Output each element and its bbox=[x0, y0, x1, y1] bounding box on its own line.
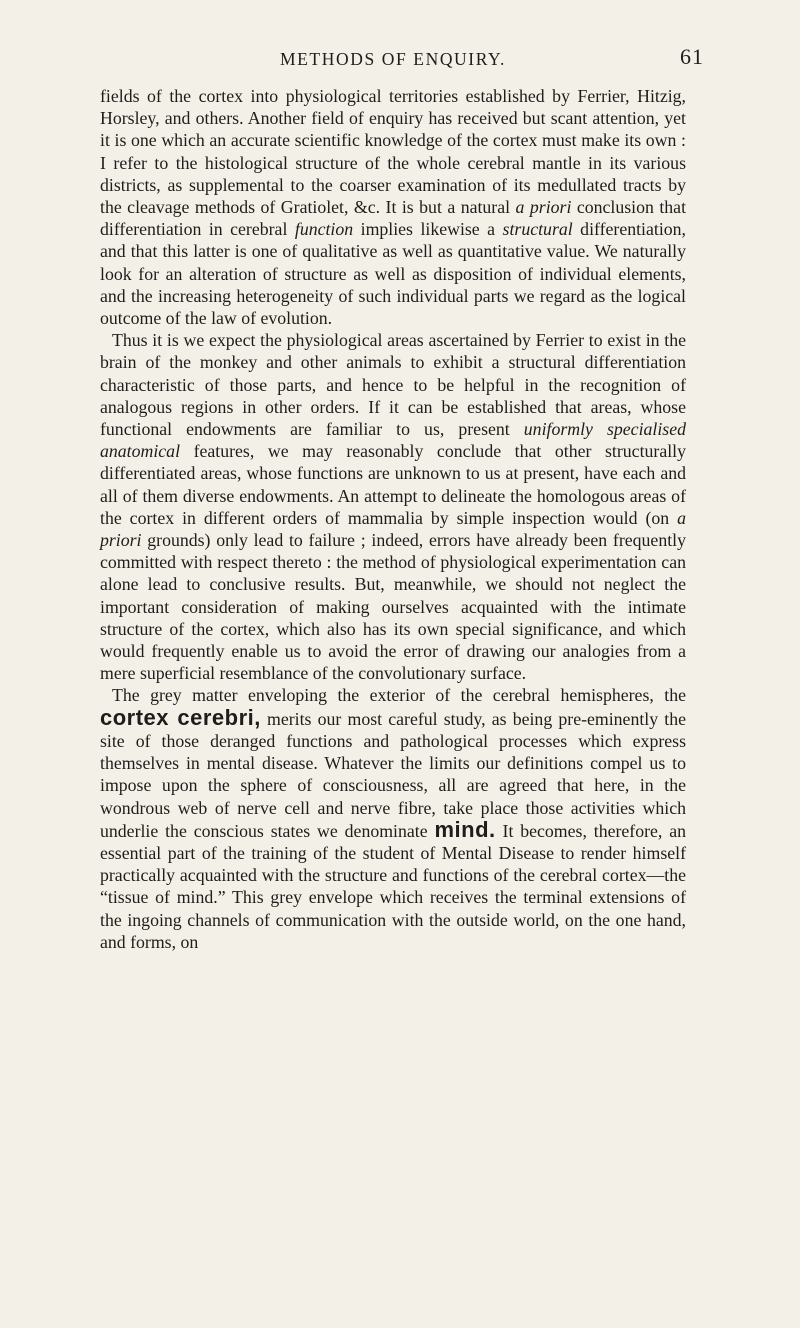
text-run: The grey matter enveloping the exterior of the cerebral hemispheres, the bbox=[112, 685, 686, 706]
page-number: 61 bbox=[680, 44, 704, 69]
body-text bbox=[100, 85, 686, 953]
paragraph-3 bbox=[100, 684, 686, 952]
emphasized-term: mind. bbox=[434, 816, 496, 842]
text-run: merits our most careful study, as being pre-eminently the site of those deranged functions and pathological processes which express themselves in mental disease. Whatever the limits our definitions compel us to impose upon the sphere of consciousness, all are agreed that here, in the wondrous web of nerve cell and nerve fibre, take place those activities which underlie the conscious states we denominate bbox=[100, 708, 686, 841]
page-header bbox=[100, 0, 704, 80]
text-run: It becomes, therefore, an essential part of the training of the student of Mental Disease to render himself practically acquainted with the structure and functions of the cerebral cortex—the “tissue of mind.” This grey envelope which receives the terminal extensions of the ingoing channels of communication with the outside world, on the one hand, and forms, on bbox=[100, 820, 687, 952]
paragraph-1 bbox=[100, 85, 686, 329]
text-run: Thus it is we expect the physiological areas ascertained by Ferrier to exist in the brain of the monkey and other animals to exhibit a structural differentiation characteristic of those parts, and hence to be helpful in the recognition of analogous regions in other orders. If it can be established that areas, whose functional endowments are familiar to us, present bbox=[100, 330, 686, 440]
emphasized-term: cortex cerebri, bbox=[100, 704, 261, 730]
paragraph-2 bbox=[100, 329, 686, 684]
text-run: fields of the cortex into physiological territories established by Ferrier, Hitzig, Horsley, and others. Another field of enquiry has received but scant attention, yet it is one which an accurate scientific knowledge of the cortex must make its own : I refer to the histological structure of the whole cerebral mantle in its various districts, as supplemental to the coarser examination of its medullated tracts by the cleavage methods of Gratiolet, &c. It is but a natural bbox=[100, 86, 686, 218]
italic-phrase: uniformly specialised anatomical bbox=[100, 419, 686, 462]
italic-phrase: function bbox=[294, 219, 354, 240]
text-run: conclusion that differentiation in cerebral bbox=[100, 197, 687, 240]
italic-phrase: structural bbox=[502, 219, 573, 240]
italic-phrase: a priori bbox=[515, 197, 572, 218]
text-run: grounds) only lead to failure ; indeed, errors have already been frequently committed with respect thereto : the method of physiological experimentation can alone lead to conclusive results. But, meanwhile, we should not neglect the important consideration of making ourselves acquainted with the intimate structure of the cortex, which also has its own special significance, and which would frequently enable us to avoid the error of drawing our analogies from a mere superficial resemblance of the convolutionary surface. bbox=[100, 530, 686, 684]
text-run: implies likewise a bbox=[353, 219, 503, 240]
running-head: METHODS OF ENQUIRY. bbox=[279, 49, 506, 69]
italic-phrase: a priori bbox=[100, 507, 686, 551]
text-run: differentiation, and that this latter is one of qualitative as well as quantitative value. We naturally look for an alteration of structure as well as disposition of individual elements, and the increasing heterogeneity of such individual parts we regard as the logical outcome of the law of evolution. bbox=[100, 219, 686, 329]
text-run: features, we may reasonably conclude that other structurally differentiated areas, whose functions are unknown to us at present, have each and all of them diverse endowments. An attempt to delineate the homologous areas of the cortex in different orders of mammalia by simple inspection would (on bbox=[100, 441, 686, 528]
